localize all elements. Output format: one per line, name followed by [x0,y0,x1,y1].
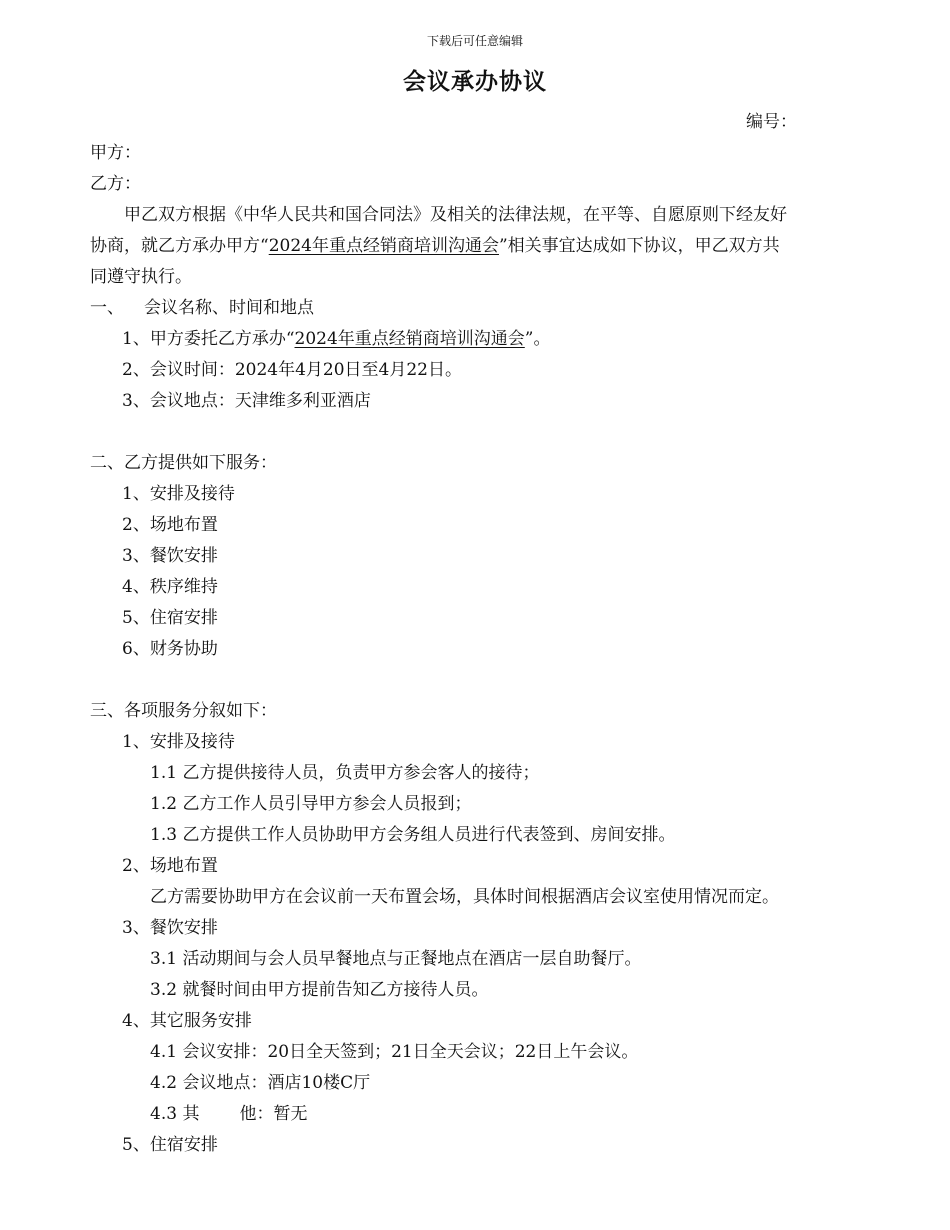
document-title: 会议承办协议 [403,69,547,95]
section-2-item: 1、安排及接待 [122,484,235,504]
intro-text-pre: 协商，就乙方承办甲方“ [90,236,269,256]
section-2-item: 6、财务协助 [122,639,218,659]
section-3-sub-heading: 5、住宿安排 [122,1135,218,1155]
section-1-heading [90,297,314,319]
clause-4-3-label: 4.3 其 [150,1104,200,1124]
party-a-label: 甲方： [90,143,141,163]
section-1-item-1-pre: 1、甲方委托乙方承办“ [122,329,295,349]
section-2-item: 4、秩序维持 [122,577,218,597]
section-1-title: 会议名称、时间和地点 [144,298,314,318]
intro-line-2 [90,235,780,257]
section-3-clause: 1.3 乙方提供工作人员协助甲方会务组人员进行代表签到、房间安排。 [150,825,676,845]
section-1-item-2: 2、会议时间：2024年4月20日至4月22日。 [122,360,462,380]
contract-number-label: 编号： [746,112,797,132]
section-3-clause: 1.2 乙方工作人员引导甲方参会人员报到； [150,794,472,814]
section-2-item: 3、餐饮安排 [122,546,218,566]
intro-line-1: 甲乙双方根据《中华人民共和国合同法》及相关的法律法规，在平等、自愿原则下经友好 [124,205,787,225]
section-2-heading: 二、乙方提供如下服务： [90,453,277,473]
section-2-item: 5、住宿安排 [122,608,218,628]
section-3-clause [150,1103,307,1125]
section-3-clause: 乙方需要协助甲方在会议前一天布置会场，具体时间根据酒店会议室使用情况而定。 [150,887,779,907]
meeting-name-underlined: 2024年重点经销商培训沟通会 [268,236,499,256]
section-3-clause: 4.1 会议安排：20日全天签到；21日全天会议；22日上午会议。 [150,1042,639,1062]
intro-line-3: 同遵守执行。 [90,267,192,287]
section-1-item-1 [122,328,550,350]
section-1-item-3: 3、会议地点：天津维多利亚酒店 [122,391,371,411]
party-b-label: 乙方： [90,174,141,194]
intro-text-post: ”相关事宜达成如下协议，甲乙双方共 [498,236,780,256]
clause-4-3-value: 他：暂无 [239,1104,308,1124]
section-3-sub-heading: 4、其它服务安排 [122,1011,252,1031]
section-3-clause: 3.2 就餐时间由甲方提前告知乙方接待人员。 [150,980,489,1000]
section-3-clause: 3.1 活动期间与会人员早餐地点与正餐地点在酒店一层自助餐厅。 [150,949,642,969]
section-3-heading: 三、各项服务分叙如下： [90,701,277,721]
section-1-meeting-name: 2024年重点经销商培训沟通会 [294,329,525,349]
section-3-sub-heading: 1、安排及接待 [122,732,235,752]
page-header-note: 下载后可任意编辑 [426,34,523,48]
section-3-sub-heading: 3、餐饮安排 [122,918,218,938]
section-3-clause: 4.2 会议地点：酒店10楼C厅 [150,1073,371,1093]
section-3-sub-heading: 2、场地布置 [122,856,218,876]
section-1-number: 一、 [90,298,124,318]
section-1-item-1-post: ”。 [524,329,551,349]
section-3-clause: 1.1 乙方提供接待人员，负责甲方参会客人的接待； [150,763,540,783]
section-2-item: 2、场地布置 [122,515,218,535]
